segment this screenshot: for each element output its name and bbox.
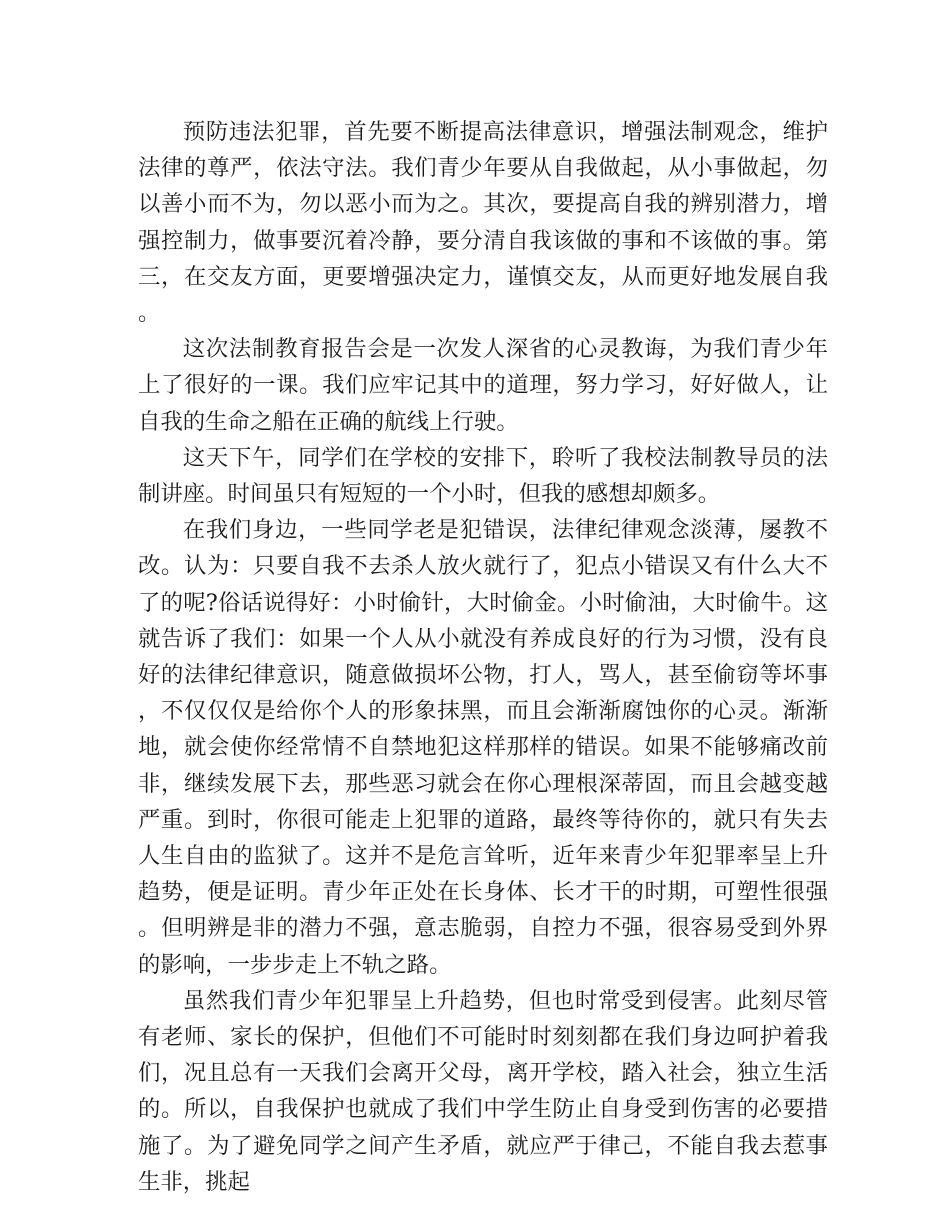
paragraph-4: 在我们身边，一些同学老是犯错误，法律纪律观念淡薄，屡教不改。认为：只要自我不去杀人放火就行了，犯点小错误又有什么大不了的呢?俗话说得好：小时偷针，大时偷金。小时偷油，大时偷牛。这就告诉了我们：如果一个人从小就没有养成良好的行为习惯，没有良好的法律纪律意识，随意做损坏公物，打人，骂人，甚至偷窃等坏事，不仅仅仅是给你个人的形象抹黑，而且会渐渐腐蚀你的心灵。渐渐地，就会使你经常情不自禁地犯这样那样的错误。如果不能够痛改前非，继续发展下去，那些恶习就会在你心理根深蒂固，而且会越变越严重。到时，你很可能走上犯罪的道路，最终等待你的，就只有失去人生自由的监狱了。这并不是危言耸听，近年来青少年犯罪率呈上升趋势，便是证明。青少年正处在长身体、长才干的时期，可塑性很强。但明辨是非的潜力不强，意志脆弱，自控力不强，很容易受到外界的影响，一步步走上不轨之路。 (138, 517, 828, 978)
paragraph-2: 这次法制教育报告会是一次发人深省的心灵教诲，为我们青少年上了很好的一课。我们应牢记其中的道理，努力学习，好好做人，让自我的生命之船在正确的航线上行驶。 (138, 336, 828, 435)
paragraph-1: 预防违法犯罪，首先要不断提高法律意识，增强法制观念，维护法律的尊严，依法守法。我们青少年要从自我做起，从小事做起，勿以善小而不为，勿以恶小而为之。其次，要提高自我的辨别潜力，增强控制力，做事要沉着冷静，要分清自我该做的事和不该做的事。第三，在交友方面，更要增强决定力，谨慎交友，从而更好地发展自我。 (138, 119, 828, 327)
document-body (138, 114, 828, 1200)
paragraph-3: 这天下午，同学们在学校的安排下，聆听了我校法制教导员的法制讲座。时间虽只有短短的一个小时，但我的感想却颇多。 (138, 444, 828, 508)
paragraph-5: 虽然我们青少年犯罪呈上升趋势，但也时常受到侵害。此刻尽管有老师、家长的保护，但他们不可能时时刻刻都在我们身边呵护着我们，况且总有一天我们会离开父母，离开学校，踏入社会，独立生活的。所以，自我保护也就成了我们中学生防止自身受到伤害的必要措施了。为了避免同学之间产生矛盾，就应严于律己，不能自我去惹事生非，挑起 (138, 987, 828, 1195)
